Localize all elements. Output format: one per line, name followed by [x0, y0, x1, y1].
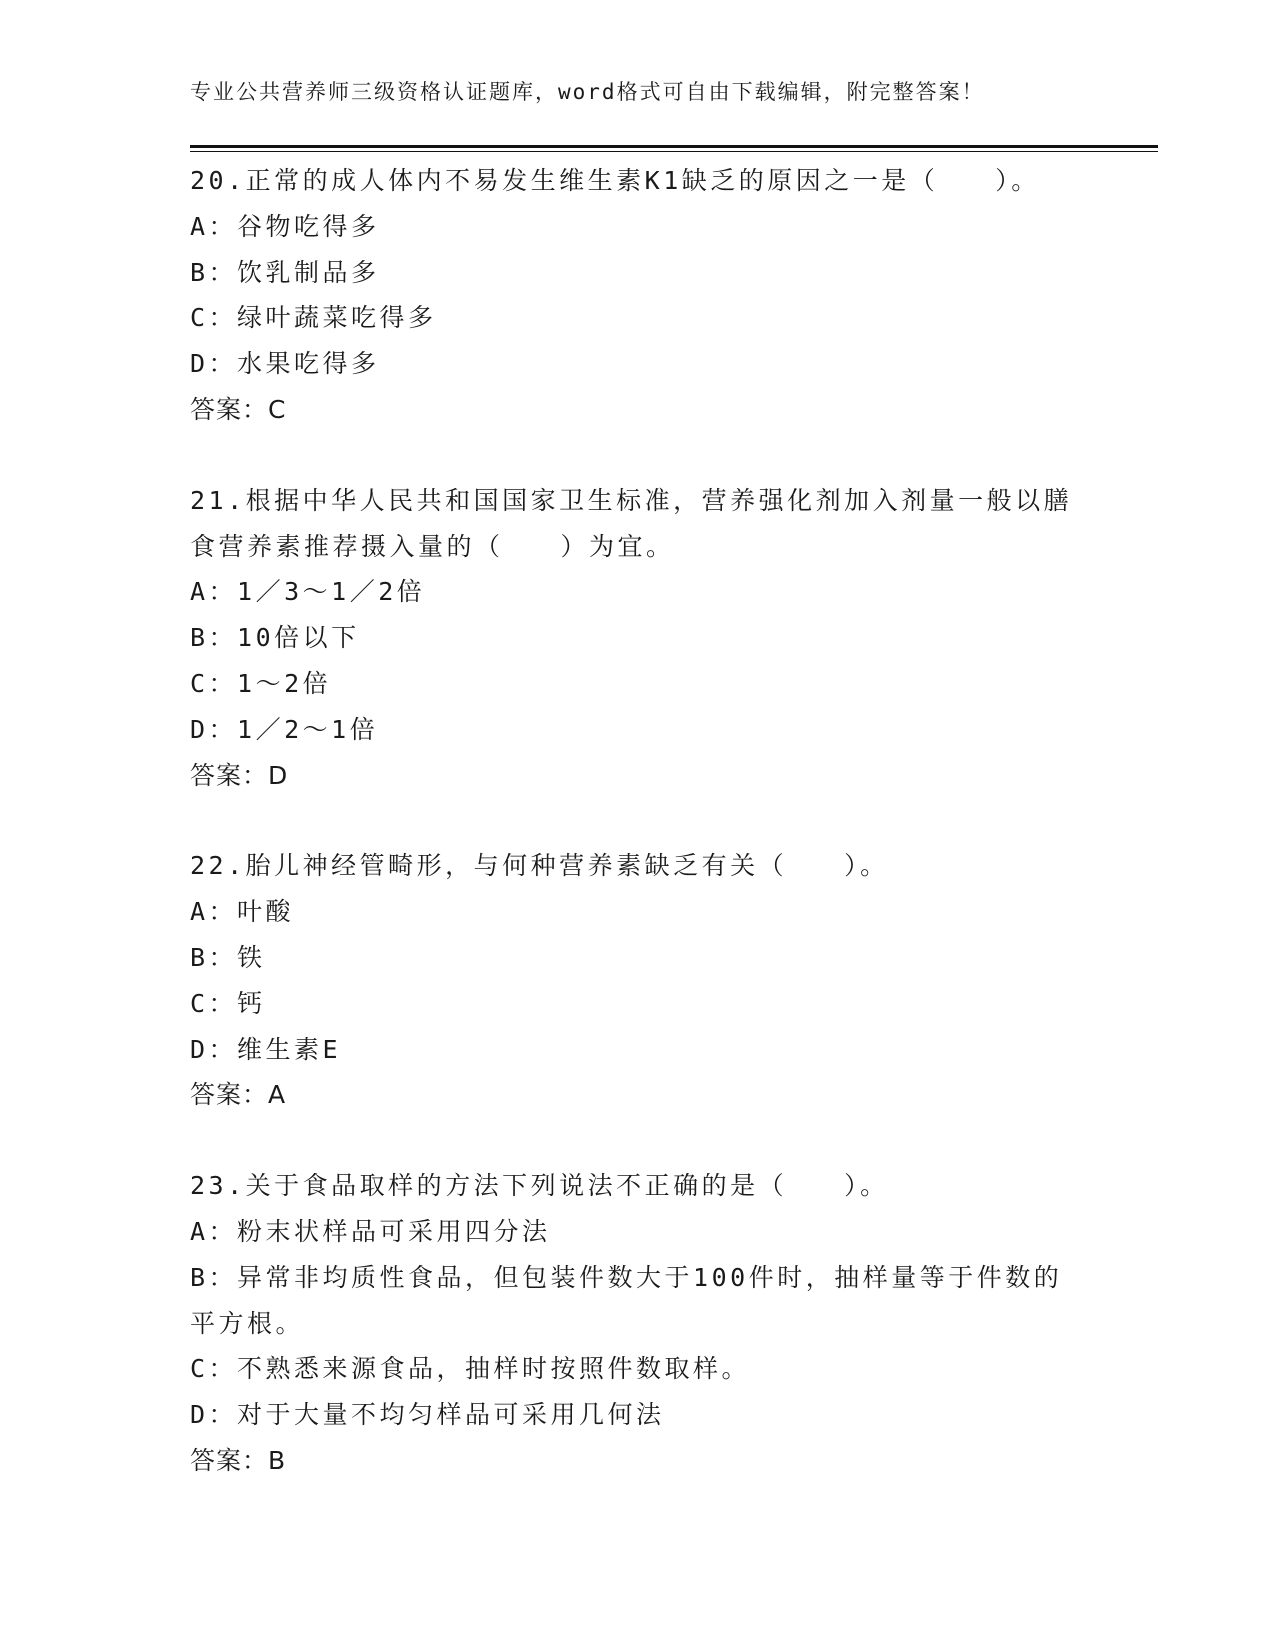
- question-21: [190, 478, 1090, 799]
- question-stem: 22.胎儿神经管畸形，与何种营养素缺乏有关（ ）。: [190, 851, 889, 881]
- option-c: C：不熟悉来源食品，抽样时按照件数取样。: [190, 1354, 751, 1384]
- option-b: B：铁: [190, 942, 266, 972]
- answer: 答案：B: [190, 1445, 287, 1475]
- page-header: 专业公共营养师三级资格认证题库，word格式可自由下载编辑，附完整答案！: [190, 80, 985, 104]
- question-stem: 21.根据中华人民共和国国家卫生标准，营养强化剂加入剂量一般以膳: [190, 485, 1073, 515]
- question-20: [190, 158, 1090, 433]
- option-b: B：10倍以下: [190, 623, 360, 653]
- option-d: D：维生素E: [190, 1034, 342, 1064]
- option-a: A：叶酸: [190, 897, 295, 927]
- option-c: C：绿叶蔬菜吃得多: [190, 303, 437, 333]
- header-rule-thin: [190, 151, 1158, 152]
- option-b-continued: 平方根。: [190, 1308, 305, 1338]
- option-a: A：谷物吃得多: [190, 211, 380, 241]
- option-c: C：钙: [190, 988, 266, 1018]
- question-22: [190, 843, 1090, 1118]
- question-23: [190, 1163, 1090, 1484]
- option-d: D：对于大量不均匀样品可采用几何法: [190, 1400, 665, 1430]
- option-b: B：异常非均质性食品，但包装件数大于100件时，抽样量等于件数的: [190, 1262, 1063, 1292]
- header-rule-thick: [190, 145, 1158, 148]
- option-a: A：1／3～1／2倍: [190, 577, 426, 607]
- option-c: C：1～2倍: [190, 668, 332, 698]
- answer: 答案：A: [190, 1080, 287, 1110]
- option-d: D：1／2～1倍: [190, 714, 379, 744]
- question-stem: 23.关于食品取样的方法下列说法不正确的是（ ）。: [190, 1171, 889, 1201]
- answer: 答案：C: [190, 394, 287, 424]
- option-b: B：饮乳制品多: [190, 257, 380, 287]
- question-stem-continued: 食营养素推荐摄入量的（ ）为宜。: [190, 531, 675, 561]
- answer: 答案：D: [190, 760, 289, 790]
- question-list: [190, 158, 1090, 1529]
- question-stem: 20.正常的成人体内不易发生维生素K1缺乏的原因之一是（ ）。: [190, 166, 1040, 195]
- option-d: D：水果吃得多: [190, 349, 380, 379]
- option-a: A：粉末状样品可采用四分法: [190, 1216, 551, 1246]
